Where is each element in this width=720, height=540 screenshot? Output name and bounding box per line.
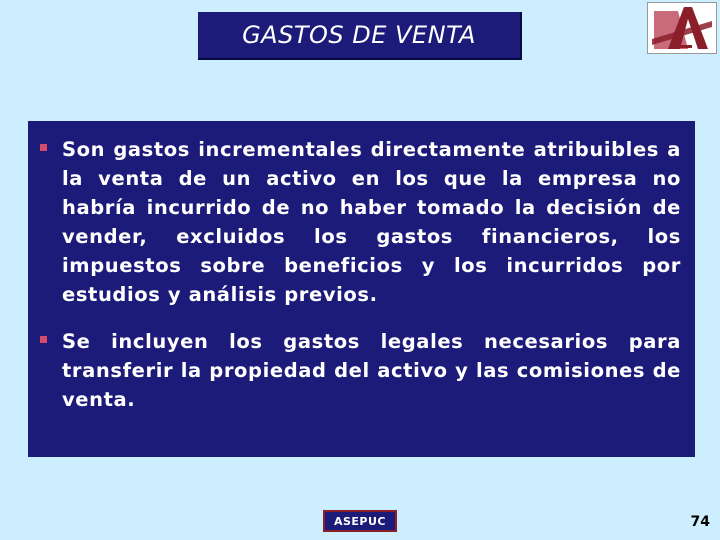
bullet-text: Se incluyen los gastos legales necesarios para transferir la propiedad del activo y las comisiones de venta.	[62, 330, 681, 411]
bullet-text: Son gastos incrementales directamente atribuibles a la venta de un activo en los que la empresa no habría incurrido de no haber tomado la decisión de vender, excluidos los gastos financieros, los impuestos sobre beneficios y los incurridos por estudios y análisis previos.	[62, 138, 681, 306]
slide-title-box	[198, 12, 522, 60]
slide-title: GASTOS DE VENTA	[242, 21, 476, 49]
bullet-item	[40, 135, 681, 309]
footer-brand-label: ASEPUC	[323, 510, 397, 532]
bullet-marker	[40, 144, 47, 151]
asepuc-logo-icon	[647, 2, 717, 54]
bullet-marker	[40, 336, 47, 343]
content-panel	[28, 121, 695, 457]
page-number: 74	[690, 514, 710, 530]
bullet-item	[40, 327, 681, 414]
